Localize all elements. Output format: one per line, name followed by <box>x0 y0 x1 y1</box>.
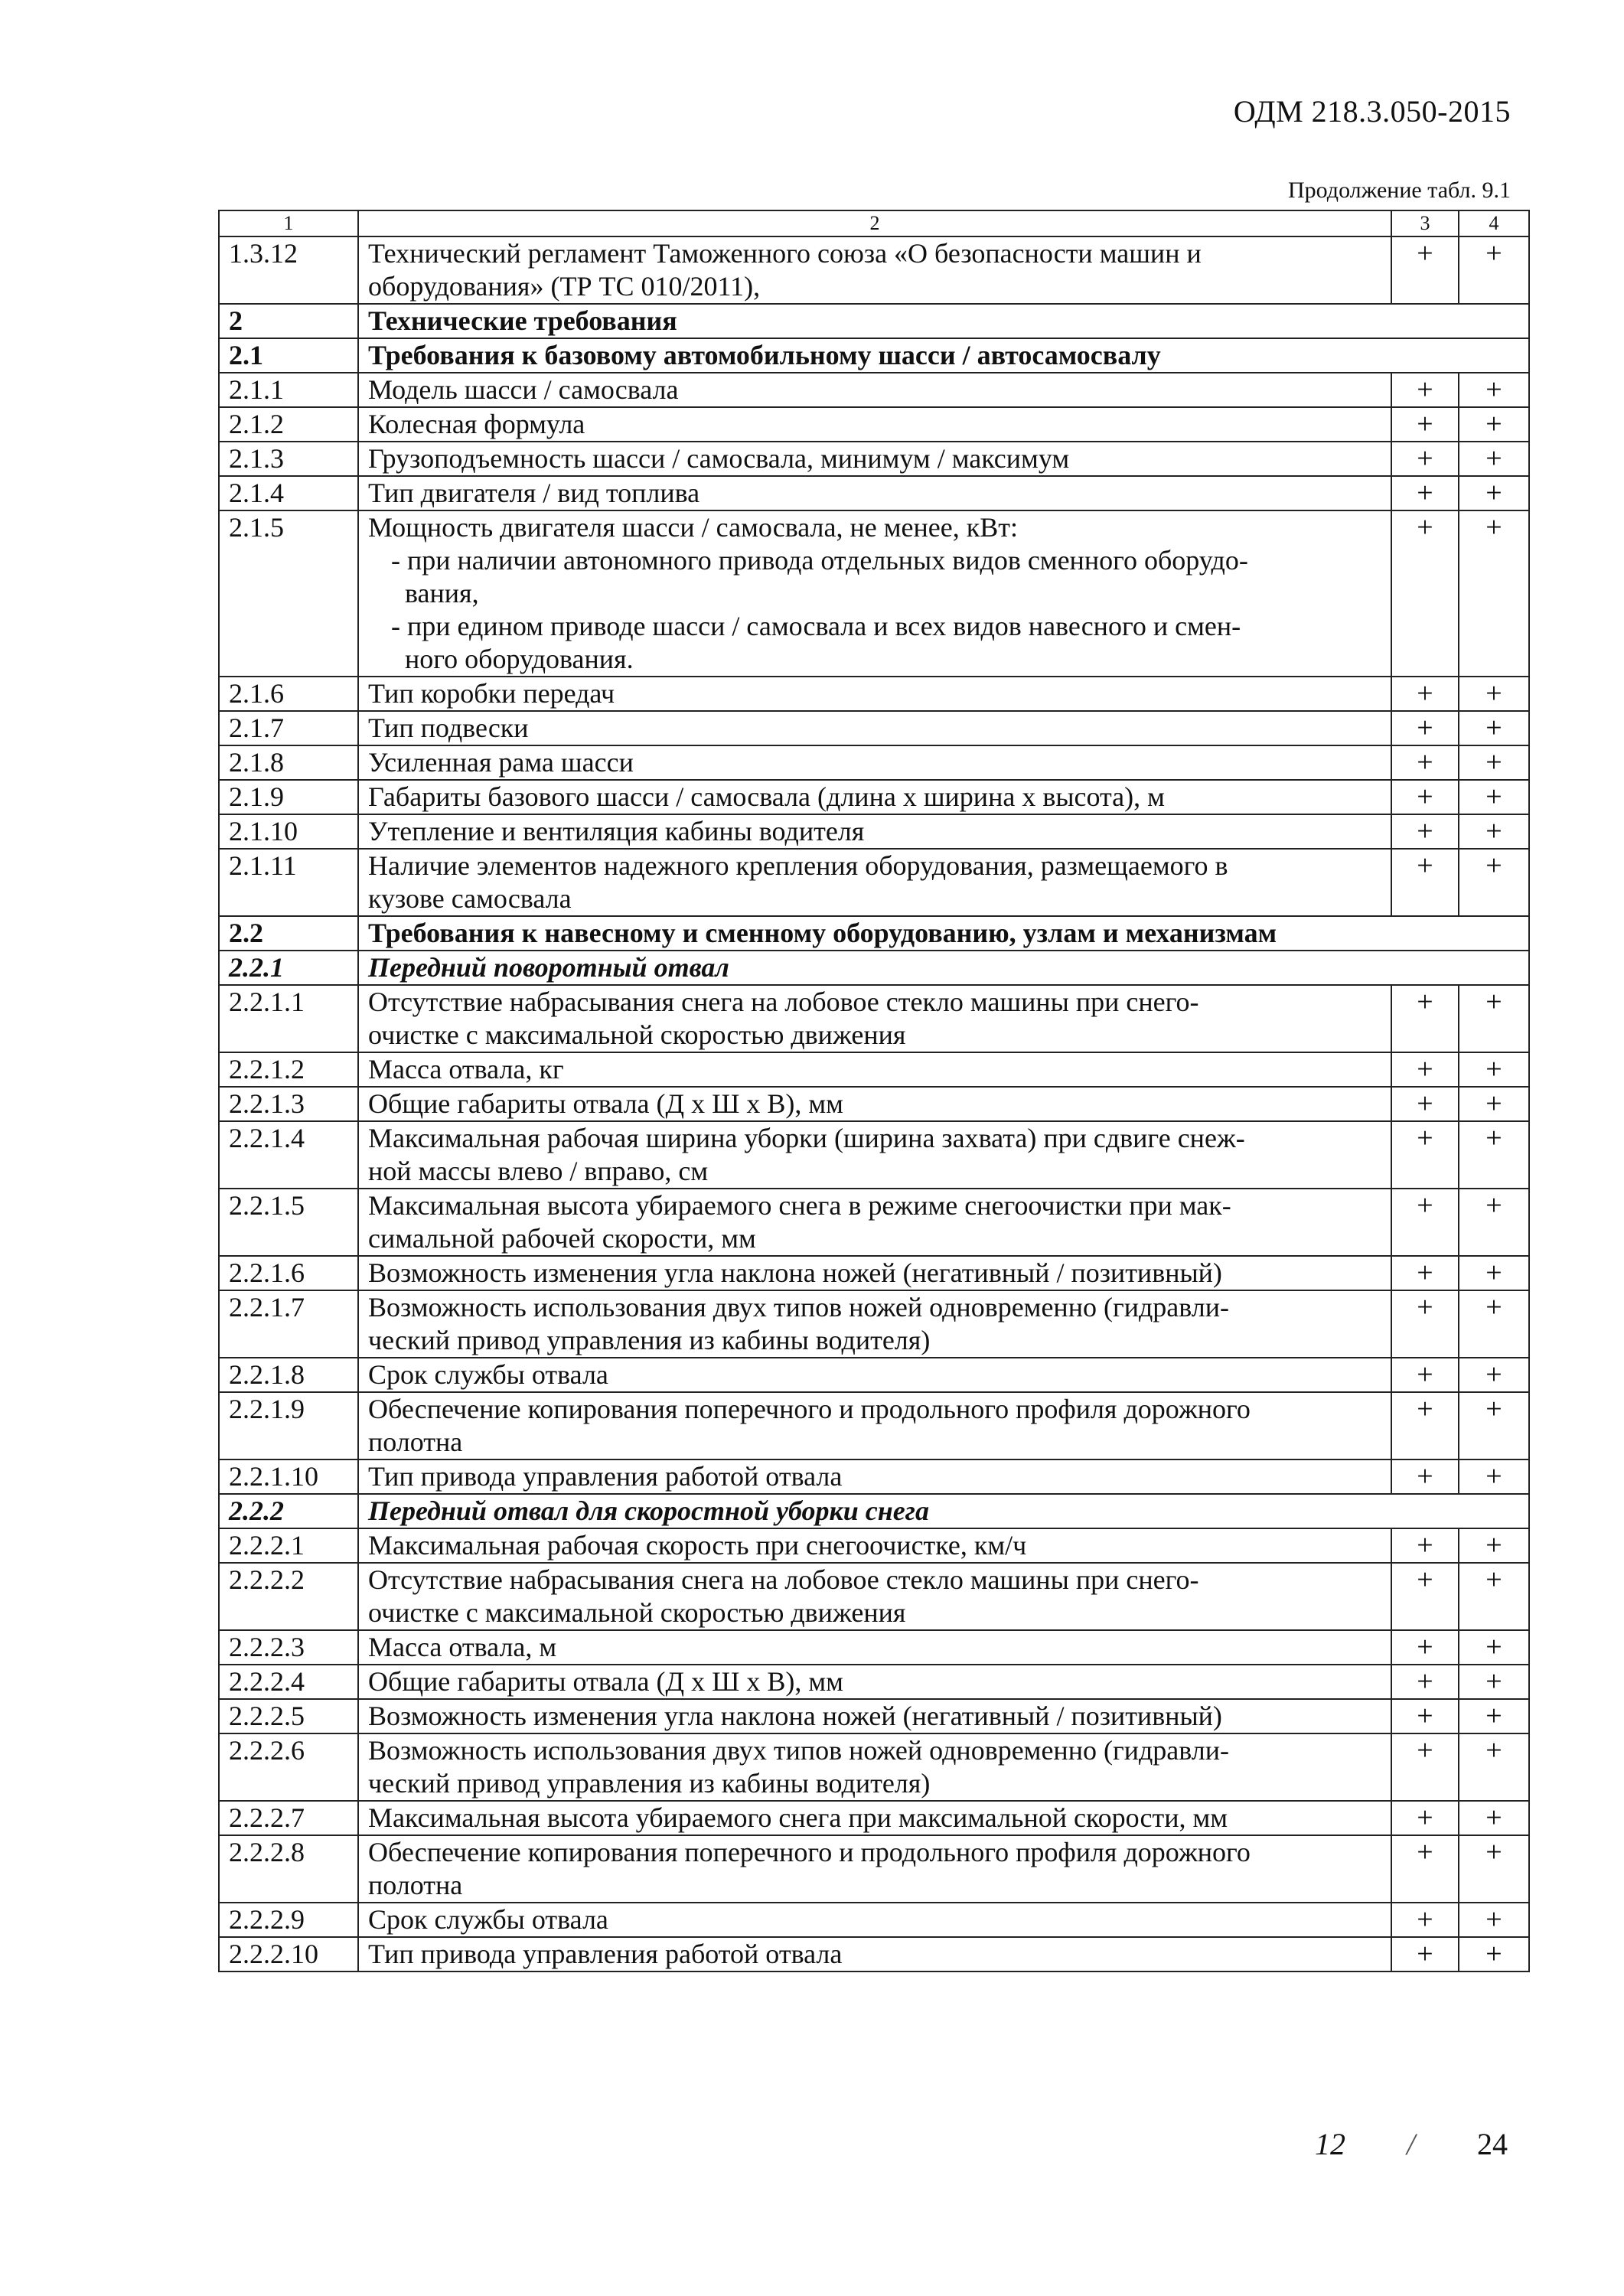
column-4-mark: + <box>1459 745 1529 780</box>
text-line: Максимальная рабочая ширина уборки (ширина захвата) при сдвиге снеж- <box>368 1123 1245 1153</box>
item-number: 2.1.8 <box>219 745 358 780</box>
subsection-row <box>219 1494 1529 1528</box>
subsection-number: 2.2.1 <box>219 951 358 985</box>
column-3-mark: + <box>1391 745 1459 780</box>
column-number: 1 <box>219 210 358 236</box>
item-text: Масса отвала, кг <box>358 1052 1391 1087</box>
item-number: 2.2.1.1 <box>219 985 358 1052</box>
table-row <box>219 1903 1529 1937</box>
table-row <box>219 1835 1529 1903</box>
column-4-mark: + <box>1459 1358 1529 1392</box>
column-4-mark: + <box>1459 780 1529 814</box>
column-4-mark: + <box>1459 1733 1529 1801</box>
column-3-mark: + <box>1391 1358 1459 1392</box>
table-row <box>219 510 1529 677</box>
page-separator: / <box>1407 2127 1416 2161</box>
column-4-mark: + <box>1459 236 1529 304</box>
item-text <box>358 1835 1391 1903</box>
column-4-mark: + <box>1459 1563 1529 1630</box>
item-text: Возможность изменения угла наклона ножей (негативный / позитивный) <box>358 1699 1391 1733</box>
item-text <box>358 510 1391 677</box>
column-3-mark: + <box>1391 1563 1459 1630</box>
item-text: Тип коробки передач <box>358 677 1391 711</box>
bullet-line: - при наличии автономного привода отдельных видов сменного оборудо- <box>391 545 1248 576</box>
table-row <box>219 1665 1529 1699</box>
column-4-mark: + <box>1459 1835 1529 1903</box>
column-3-mark: + <box>1391 1937 1459 1971</box>
text-line: Максимальная высота убираемого снега в режиме снегоочистки при мак- <box>368 1190 1231 1221</box>
column-4-mark: + <box>1459 677 1529 711</box>
item-number: 2.1.2 <box>219 407 358 442</box>
item-text: Усиленная рама шасси <box>358 745 1391 780</box>
table-row <box>219 1087 1529 1121</box>
section-title: Требования к навесному и сменному оборудованию, узлам и механизмам <box>358 916 1529 951</box>
table-row <box>219 1290 1529 1358</box>
text-line: Обеспечение копирования поперечного и продольного профиля дорожного <box>368 1394 1251 1424</box>
column-4-mark: + <box>1459 1528 1529 1563</box>
item-number: 1.3.12 <box>219 236 358 304</box>
column-3-mark: + <box>1391 1256 1459 1290</box>
section-number: 2.1 <box>219 338 358 373</box>
item-number: 2.2.1.2 <box>219 1052 358 1087</box>
text-line: кузове самосвала <box>368 883 572 914</box>
item-text: Грузоподъемность шасси / самосвала, минимум / максимум <box>358 442 1391 476</box>
item-text <box>358 1563 1391 1630</box>
text-line: оборудования» (ТР ТС 010/2011), <box>368 271 761 302</box>
column-3-mark: + <box>1391 407 1459 442</box>
column-4-mark: + <box>1459 1459 1529 1494</box>
item-number: 2.2.2.2 <box>219 1563 358 1630</box>
column-number: 2 <box>358 210 1391 236</box>
table-row <box>219 814 1529 849</box>
text-line: Возможность использования двух типов ножей одновременно (гидравли- <box>368 1735 1230 1766</box>
column-3-mark: + <box>1391 1801 1459 1835</box>
table-continuation-label: Продолжение табл. 9.1 <box>1288 178 1511 203</box>
text-line: Отсутствие набрасывания снега на лобовое стекло машины при снего- <box>368 987 1199 1017</box>
table-row <box>219 1189 1529 1256</box>
column-4-mark: + <box>1459 1392 1529 1459</box>
text-line: ческий привод управления из кабины водителя) <box>368 1325 931 1355</box>
item-number: 2.2.1.7 <box>219 1290 358 1358</box>
column-4-mark: + <box>1459 1801 1529 1835</box>
column-3-mark: + <box>1391 373 1459 407</box>
column-4-mark: + <box>1459 849 1529 916</box>
item-number: 2.2.2.4 <box>219 1665 358 1699</box>
column-3-mark: + <box>1391 1052 1459 1087</box>
table-row <box>219 1392 1529 1459</box>
column-3-mark: + <box>1391 1121 1459 1189</box>
table-row <box>219 373 1529 407</box>
requirements-table <box>218 210 1530 1972</box>
item-text: Габариты базового шасси / самосвала (длина х ширина х высота), м <box>358 780 1391 814</box>
column-3-mark: + <box>1391 1665 1459 1699</box>
table-row <box>219 1459 1529 1494</box>
table-row <box>219 1801 1529 1835</box>
item-number: 2.1.7 <box>219 711 358 745</box>
page-number-current: 12 <box>1315 2127 1345 2161</box>
document-code: ОДМ 218.3.050-2015 <box>1233 94 1511 129</box>
column-4-mark: + <box>1459 407 1529 442</box>
item-number: 2.1.1 <box>219 373 358 407</box>
item-text: Возможность изменения угла наклона ножей (негативный / позитивный) <box>358 1256 1391 1290</box>
item-number: 2.2.1.9 <box>219 1392 358 1459</box>
item-number: 2.2.1.8 <box>219 1358 358 1392</box>
column-3-mark: + <box>1391 985 1459 1052</box>
table-row <box>219 1256 1529 1290</box>
column-3-mark: + <box>1391 1528 1459 1563</box>
item-number: 2.2.2.9 <box>219 1903 358 1937</box>
table-row <box>219 1937 1529 1971</box>
subsection-title: Передний поворотный отвал <box>358 951 1529 985</box>
column-3-mark: + <box>1391 476 1459 510</box>
item-text: Максимальная высота убираемого снега при максимальной скорости, мм <box>358 1801 1391 1835</box>
column-number: 4 <box>1459 210 1529 236</box>
section-title: Технические требования <box>358 304 1529 338</box>
table-row <box>219 985 1529 1052</box>
column-4-mark: + <box>1459 442 1529 476</box>
column-number-row <box>219 210 1529 236</box>
subsection-number: 2.2.2 <box>219 1494 358 1528</box>
column-4-mark: + <box>1459 1256 1529 1290</box>
text-line: полотна <box>368 1870 463 1900</box>
table-row <box>219 442 1529 476</box>
item-text <box>358 1733 1391 1801</box>
column-3-mark: + <box>1391 1903 1459 1937</box>
item-number: 2.2.1.6 <box>219 1256 358 1290</box>
item-text: Колесная формула <box>358 407 1391 442</box>
section-number: 2 <box>219 304 358 338</box>
item-text: Общие габариты отвала (Д х Ш х В), мм <box>358 1665 1391 1699</box>
column-4-mark: + <box>1459 373 1529 407</box>
text-line: Обеспечение копирования поперечного и продольного профиля дорожного <box>368 1837 1251 1867</box>
bullet-continuation: вания, <box>405 578 479 608</box>
column-number: 3 <box>1391 210 1459 236</box>
subsection-row <box>219 951 1529 985</box>
table-row <box>219 745 1529 780</box>
item-text: Масса отвала, м <box>358 1630 1391 1665</box>
item-text: Общие габариты отвала (Д х Ш х В), мм <box>358 1087 1391 1121</box>
column-3-mark: + <box>1391 1087 1459 1121</box>
subsection-title: Передний отвал для скоростной уборки снега <box>358 1494 1529 1528</box>
item-text: Тип привода управления работой отвала <box>358 1459 1391 1494</box>
column-4-mark: + <box>1459 985 1529 1052</box>
column-3-mark: + <box>1391 1835 1459 1903</box>
item-number: 2.1.11 <box>219 849 358 916</box>
column-4-mark: + <box>1459 1189 1529 1256</box>
column-4-mark: + <box>1459 814 1529 849</box>
bullet-continuation: ного оборудования. <box>405 644 634 674</box>
column-4-mark: + <box>1459 1903 1529 1937</box>
table-row <box>219 1563 1529 1630</box>
column-4-mark: + <box>1459 1937 1529 1971</box>
table-row <box>219 849 1529 916</box>
text-line: ной массы влево / вправо, см <box>368 1156 709 1186</box>
column-3-mark: + <box>1391 849 1459 916</box>
item-text <box>358 985 1391 1052</box>
item-text <box>358 1121 1391 1189</box>
item-text <box>358 1189 1391 1256</box>
table-row <box>219 1358 1529 1392</box>
text-line: Отсутствие набрасывания снега на лобовое стекло машины при снего- <box>368 1564 1199 1595</box>
item-number: 2.1.9 <box>219 780 358 814</box>
text-line: ческий привод управления из кабины водителя) <box>368 1768 931 1799</box>
table-row <box>219 677 1529 711</box>
item-number: 2.1.3 <box>219 442 358 476</box>
table-row <box>219 1733 1529 1801</box>
table-row <box>219 236 1529 304</box>
item-text <box>358 1392 1391 1459</box>
bullet-line: - при едином приводе шасси / самосвала и всех видов навесного и смен- <box>391 611 1241 641</box>
page-number-total: 24 <box>1477 2127 1508 2161</box>
item-number: 2.1.5 <box>219 510 358 677</box>
table-row <box>219 407 1529 442</box>
column-4-mark: + <box>1459 1630 1529 1665</box>
item-text <box>358 1290 1391 1358</box>
item-number: 2.2.2.8 <box>219 1835 358 1903</box>
item-number: 2.2.2.10 <box>219 1937 358 1971</box>
item-text <box>358 236 1391 304</box>
item-text: Срок службы отвала <box>358 1358 1391 1392</box>
column-3-mark: + <box>1391 711 1459 745</box>
item-text: Тип подвески <box>358 711 1391 745</box>
item-number: 2.1.6 <box>219 677 358 711</box>
column-3-mark: + <box>1391 1630 1459 1665</box>
table-row <box>219 1630 1529 1665</box>
column-4-mark: + <box>1459 1121 1529 1189</box>
column-3-mark: + <box>1391 442 1459 476</box>
text-line: Технический регламент Таможенного союза «О безопасности машин и <box>368 238 1202 269</box>
section-row <box>219 304 1529 338</box>
table-row <box>219 1121 1529 1189</box>
column-3-mark: + <box>1391 1290 1459 1358</box>
column-3-mark: + <box>1391 780 1459 814</box>
item-number: 2.2.1.10 <box>219 1459 358 1494</box>
item-number: 2.1.4 <box>219 476 358 510</box>
text-line: очистке с максимальной скоростью движения <box>368 1597 906 1628</box>
item-text: Срок службы отвала <box>358 1903 1391 1937</box>
table-row <box>219 780 1529 814</box>
item-number: 2.2.2.1 <box>219 1528 358 1563</box>
text-line: Наличие элементов надежного крепления оборудования, размещаемого в <box>368 850 1228 881</box>
table-row <box>219 1528 1529 1563</box>
section-title: Требования к базовому автомобильному шасси / автосамосвалу <box>358 338 1529 373</box>
column-3-mark: + <box>1391 1733 1459 1801</box>
item-number: 2.2.2.7 <box>219 1801 358 1835</box>
column-3-mark: + <box>1391 1189 1459 1256</box>
item-number: 2.2.1.5 <box>219 1189 358 1256</box>
column-4-mark: + <box>1459 476 1529 510</box>
column-4-mark: + <box>1459 711 1529 745</box>
column-3-mark: + <box>1391 1392 1459 1459</box>
item-text: Модель шасси / самосвала <box>358 373 1391 407</box>
item-number: 2.2.2.3 <box>219 1630 358 1665</box>
item-text: Тип привода управления работой отвала <box>358 1937 1391 1971</box>
item-text: Максимальная рабочая скорость при снегоочистке, км/ч <box>358 1528 1391 1563</box>
item-text: Утепление и вентиляция кабины водителя <box>358 814 1391 849</box>
column-4-mark: + <box>1459 1087 1529 1121</box>
column-4-mark: + <box>1459 1699 1529 1733</box>
text-line: симальной рабочей скорости, мм <box>368 1223 756 1254</box>
table-row <box>219 1699 1529 1733</box>
item-number: 2.2.1.4 <box>219 1121 358 1189</box>
text-line: Мощность двигателя шасси / самосвала, не менее, кВт: <box>368 512 1018 543</box>
column-3-mark: + <box>1391 1699 1459 1733</box>
column-4-mark: + <box>1459 510 1529 677</box>
item-text <box>358 849 1391 916</box>
item-number: 2.1.10 <box>219 814 358 849</box>
section-row <box>219 338 1529 373</box>
item-text: Тип двигателя / вид топлива <box>358 476 1391 510</box>
text-line: очистке с максимальной скоростью движения <box>368 1019 906 1050</box>
text-line: полотна <box>368 1427 463 1457</box>
column-3-mark: + <box>1391 1459 1459 1494</box>
column-4-mark: + <box>1459 1052 1529 1087</box>
column-4-mark: + <box>1459 1665 1529 1699</box>
column-3-mark: + <box>1391 814 1459 849</box>
column-3-mark: + <box>1391 677 1459 711</box>
item-number: 2.2.1.3 <box>219 1087 358 1121</box>
column-3-mark: + <box>1391 510 1459 677</box>
table-row <box>219 476 1529 510</box>
text-line: Возможность использования двух типов ножей одновременно (гидравли- <box>368 1292 1230 1322</box>
column-3-mark: + <box>1391 236 1459 304</box>
section-number: 2.2 <box>219 916 358 951</box>
table-row <box>219 1052 1529 1087</box>
item-number: 2.2.2.6 <box>219 1733 358 1801</box>
column-4-mark: + <box>1459 1290 1529 1358</box>
section-row <box>219 916 1529 951</box>
table-row <box>219 711 1529 745</box>
item-number: 2.2.2.5 <box>219 1699 358 1733</box>
